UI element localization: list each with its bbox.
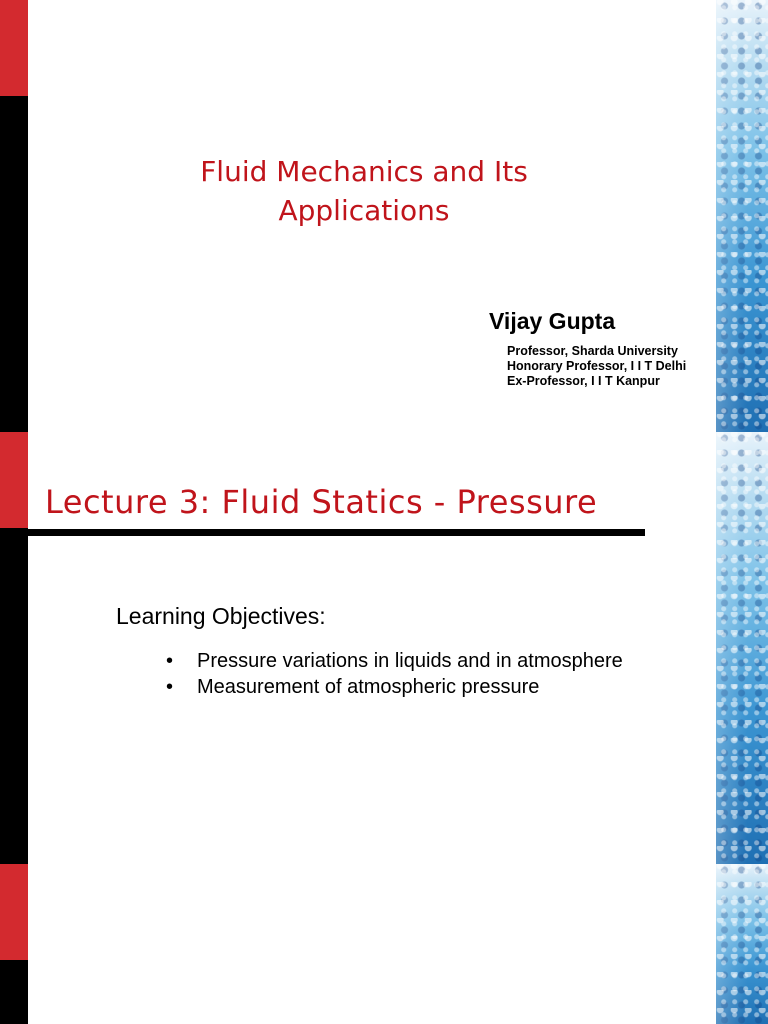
objective-item	[166, 648, 623, 674]
author-roles	[507, 344, 686, 389]
lecture-title: Lecture 3: Fluid Statics - Pressure	[45, 483, 598, 521]
water-drops-image-middle	[716, 432, 768, 864]
left-strip-black-upper	[0, 96, 28, 432]
deck-title-line-1: Fluid Mechanics and Its	[200, 155, 528, 188]
author-role: Professor, Sharda University	[507, 344, 678, 358]
objective-text: Measurement of atmospheric pressure	[197, 676, 540, 698]
deck-title	[120, 152, 608, 230]
bullet-icon: •	[166, 676, 174, 698]
objective-text: Pressure variations in liquids and in atmosphere	[197, 650, 623, 672]
objectives-list	[166, 648, 623, 700]
left-strip-red-top	[0, 0, 28, 96]
objectives-heading: Learning Objectives:	[116, 603, 326, 629]
author-role: Ex-Professor, I I T Kanpur	[507, 374, 660, 388]
deck-title-line-2: Applications	[278, 194, 450, 227]
objective-item	[166, 674, 623, 700]
water-drops-image-bottom	[716, 864, 768, 1024]
left-strip-red-middle	[0, 432, 28, 528]
bullet-icon: •	[166, 650, 174, 672]
water-drops-image-top	[716, 0, 768, 432]
left-strip-black-lower	[0, 528, 28, 864]
title-underline-rule	[28, 529, 645, 536]
left-strip-red-bottom	[0, 864, 28, 960]
left-strip-black-bottom	[0, 960, 28, 1024]
author-role: Honorary Professor, I I T Delhi	[507, 359, 687, 373]
author-name: Vijay Gupta	[489, 308, 616, 334]
